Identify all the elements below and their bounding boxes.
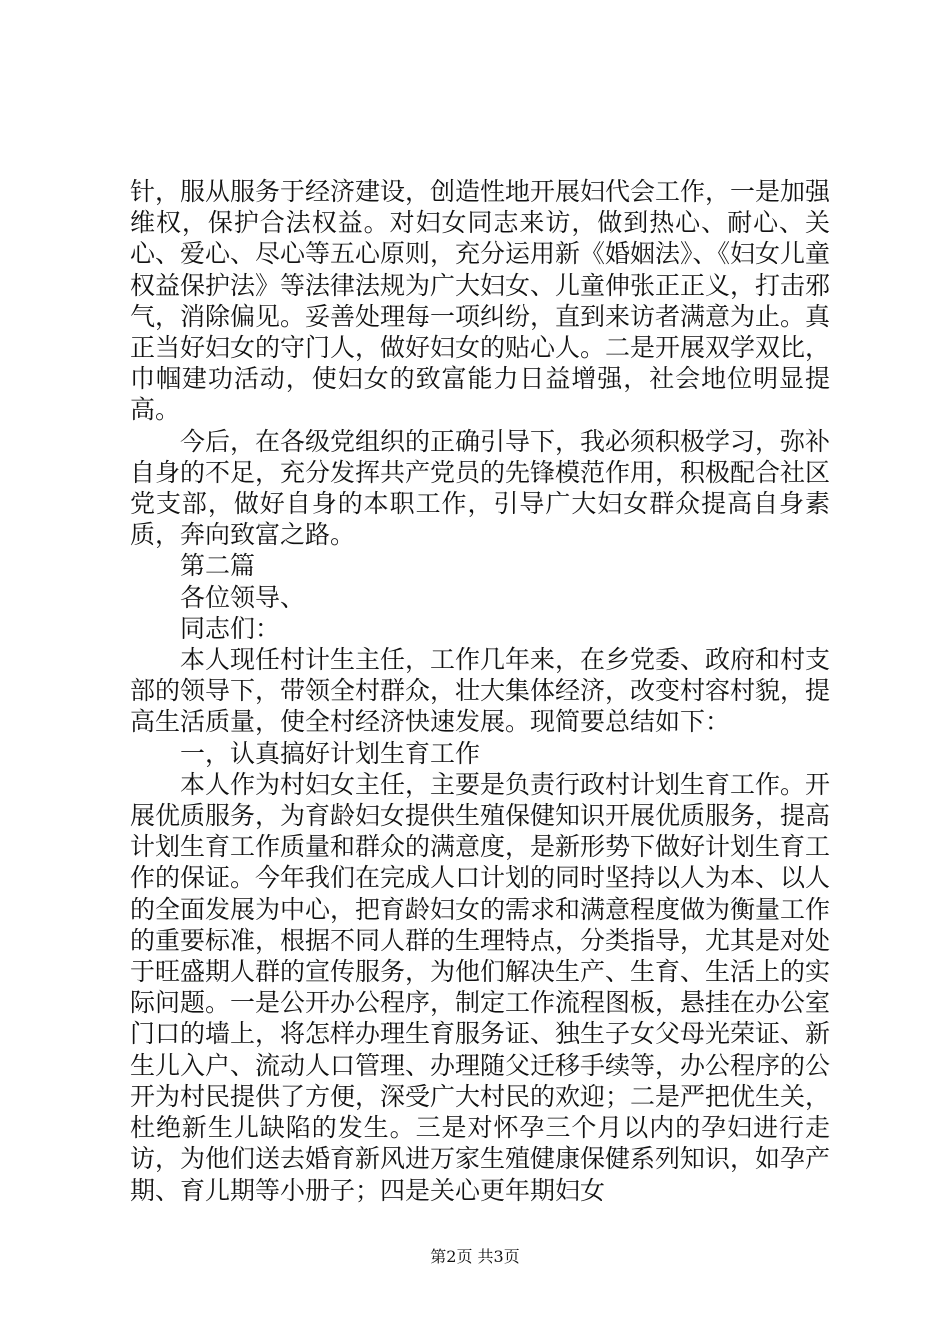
paragraph-introduction: 本人现任村计生主任，工作几年来，在乡党委、政府和村支部的领导下，带领全村群众，壮大集体经济，改变村容村貌，提高生活质量，使全村经济快速发展。现简要总结如下：: [130, 645, 831, 737]
page-footer: [0, 1244, 950, 1267]
subheading-family-planning: 一，认真搞好计划生育工作: [180, 738, 481, 768]
document-body: [130, 176, 830, 1206]
paragraph-continuation: 针，服从服务于经济建设，创造性地开展妇代会工作，一是加强维权，保护合法权益。对妇女同志来访，做到热心、耐心、关心、爱心、尽心等五心原则，充分运用新《婚姻法》、《妇女儿童权益保护法》等法律法规为广大妇女、儿童伸张正正义，打击邪气，消除偏见。妥善处理每一项纠纷，直到来访者满意为止。真正当好妇女的守门人，做好妇女的贴心人。二是开展双学双比，巾帼建功活动，使妇女的致富能力日益增强，社会地位明显提高。: [130, 177, 831, 425]
salutation-leaders: 各位领导、: [180, 582, 306, 612]
paragraph-future-plans: 今后，在各级党组织的正确引导下，我必须积极学习，弥补自身的不足，充分发挥共产党员的先锋模范作用，积极配合社区党支部，做好自身的本职工作，引导广大妇女群众提高自身素质，奔向致富之路。: [130, 426, 831, 550]
page-number-label: 第2页 共3页: [430, 1247, 520, 1266]
section-heading: 第二篇: [180, 551, 256, 581]
salutation-comrades: 同志们：: [180, 613, 281, 643]
paragraph-family-planning: 本人作为村妇女主任，主要是负责行政村计划生育工作。开展优质服务，为育龄妇女提供生殖保健知识开展优质服务，提高计划生育工作质量和群众的满意度，是新形势下做好计划生育工作的保证。今年我们在完成人口计划的同时坚持以人为本、以人的全面发展为中心，把育龄妇女的需求和满意程度做为衡量工作的重要标准，根据不同人群的生理特点，分类指导，尤其是对处于旺盛期人群的宣传服务，为他们解决生产、生育、生活上的实际问题。一是公开办公程序，制定工作流程图板，悬挂在办公室门口的墙上，将怎样办理生育服务证、独生子女父母光荣证、新生儿入户、流动人口管理、办理随父迁移手续等，办公程序的公开为村民提供了方便，深受广大村民的欢迎；二是严把优生关，杜绝新生儿缺陷的发生。三是对怀孕三个月以内的孕妇进行走访，为他们送去婚育新风进万家生殖健康保健系列知识，如孕产期、育儿期等小册子；四是关心更年期妇女: [130, 769, 831, 1205]
